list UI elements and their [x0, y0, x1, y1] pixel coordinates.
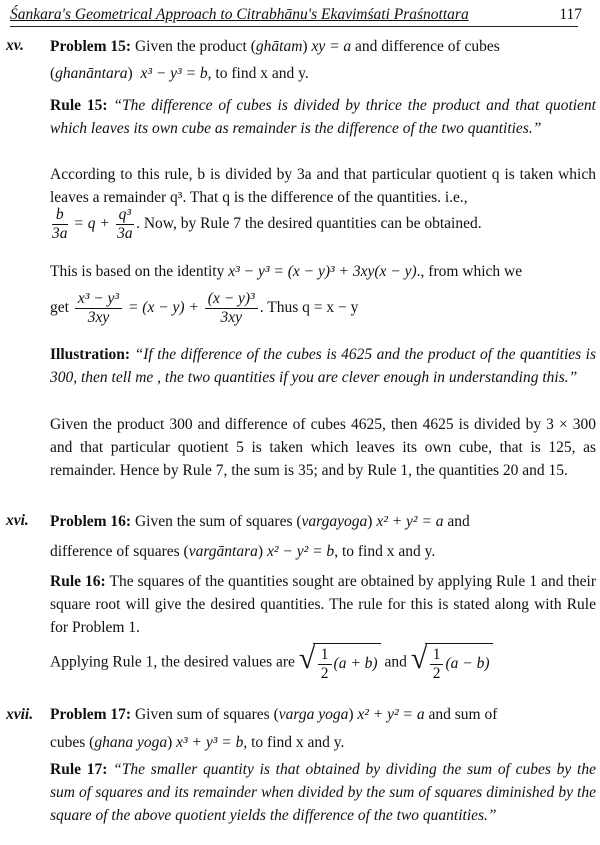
frac-num: 1	[318, 646, 332, 665]
rule-17-label: Rule 17:	[50, 761, 108, 778]
problem-15-text-1: Given the product (	[134, 38, 256, 55]
problem-17-text-6: , to find x and y.	[243, 734, 345, 751]
fraction-line-text: . Now, by Rule 7 the desired quantities can be obtained.	[136, 215, 482, 233]
rule-17	[50, 758, 596, 827]
problem-16-term-vargantara: vargāntara	[188, 543, 258, 560]
problem-17-equation-1: x² + y² = a	[357, 706, 425, 723]
problem-15-label: Problem 15:	[50, 38, 132, 55]
problem-16-text-3: and	[447, 513, 470, 530]
illustration-text: “If the difference of the cubes is 4625 and the product of the quantities is 300, then tell me , the two quantities if you are clever enough in understanding this.”	[50, 346, 597, 386]
frac-den: 3xy	[220, 309, 243, 326]
problem-17-text-1: Given sum of squares (	[134, 706, 279, 723]
rule-16-label: Rule 16:	[50, 573, 106, 590]
frac-num: 1	[430, 646, 444, 665]
identity-post: ., from which we	[416, 263, 523, 280]
derivation-line	[50, 290, 596, 327]
problem-15-text-2: )	[302, 38, 312, 55]
problem-16-equation-2: x² − y² = b	[266, 543, 335, 560]
problem-16-text-4: difference of squares (	[50, 543, 189, 560]
rule-15-label: Rule 15:	[50, 97, 108, 114]
a-minus-b: (a − b)	[445, 655, 490, 673]
problem-16-label: Problem 16:	[50, 513, 132, 530]
problem-17-statement-line2	[50, 731, 596, 754]
illustration-15-solution	[50, 413, 596, 482]
header-divider	[10, 26, 578, 27]
sqrt-half-a-minus-b	[411, 643, 493, 683]
rule-15	[50, 94, 596, 140]
identity-equation: x³ − y³ = (x − y)³ + 3xy(x − y)	[228, 263, 417, 280]
problem-15-equation-1: xy = a	[311, 38, 352, 55]
problem-17-text-3: and sum of	[428, 706, 498, 723]
problem-16-number: xvi.	[6, 512, 29, 529]
frac-num: q³	[116, 206, 134, 225]
thus-text: . Thus q = x − y	[259, 299, 359, 317]
fraction-q3-over-3a	[116, 206, 134, 243]
q-plus: = q +	[73, 215, 110, 233]
problem-17-text-4: cubes (	[50, 734, 95, 751]
get-word: get	[50, 299, 69, 317]
frac-den: 3xy	[87, 309, 110, 326]
sqrt-body	[313, 643, 381, 683]
problem-16-text-5: )	[257, 543, 264, 560]
problem-17-term-varga-yoga: varga yoga	[278, 706, 349, 723]
radical-sign: √	[410, 642, 428, 675]
rule-15-text: “The difference of cubes is divided by thrice the product and that quotient which leaves its own cube as remainder is the difference of the two quantities.”	[50, 97, 596, 137]
identity-pre: This is based on the identity	[50, 263, 225, 280]
rule-15-explanation	[50, 163, 596, 209]
illustration-15	[50, 343, 596, 389]
problem-17-equation-2: x³ + y³ = b	[176, 734, 244, 751]
fraction-lhs	[75, 290, 122, 327]
header-title: Śankara's Geometrical Approach to Citrabhānu's Ekavimśati Praśnottara	[10, 6, 469, 23]
problem-15-statement-line2: (ghanāntara) x³ − y³ = b, to find x and y.	[50, 65, 309, 82]
and-word: and	[384, 653, 407, 671]
problem-16-text-1: Given the sum of squares (	[134, 513, 302, 530]
problem-15-term-ghatam: ghātam	[255, 38, 303, 55]
sqrt-body	[425, 643, 493, 683]
problem-16-term-vargayoga: vargayoga	[301, 513, 368, 530]
rule-15-explanation-text: According to this rule, b is divided by 3a and that particular quotient q is taken which leaves a remainder q³. That q is the difference of the quantities. i.e.,	[50, 166, 596, 206]
problem-15-text-3: and difference of cubes	[355, 38, 500, 55]
problem-17-text-5: )	[167, 734, 173, 751]
identity-line	[50, 260, 596, 283]
rule-17-text: “The smaller quantity is that obtained by dividing the sum of cubes by the sum of squares and its remainder when divided by the sum of squares diminished by the square of the above quotient yields the difference of the two quantities.”	[50, 761, 596, 824]
frac-den: 2	[320, 665, 329, 682]
problem-16-equation-1: x² + y² = a	[376, 513, 444, 530]
eq-xy: = (x − y) +	[127, 299, 199, 317]
problem-15-term-ghanantara: ghanāntara	[55, 65, 128, 82]
problem-15-number: xv.	[6, 37, 24, 54]
problem-17-statement	[50, 703, 596, 726]
illustration-solution-text: Given the product 300 and difference of cubes 4625, then 4625 is divided by 3 × 300 and that particular quotient 5 is taken which leaves its own cube, that is 125, as remainder. Hence by Rule 7, the sum is 35; and by Rule 1, the quantities 20 and 15.	[50, 416, 596, 479]
fraction-b-over-3a	[52, 206, 68, 243]
problem-17-text-2: )	[348, 706, 354, 723]
fraction-half	[318, 646, 332, 683]
problem-16-text-6: , to find x and y.	[334, 543, 436, 560]
fraction-rhs	[205, 290, 258, 327]
radical-sign: √	[298, 642, 316, 675]
illustration-label: Illustration:	[50, 346, 131, 363]
frac-den: 3a	[52, 225, 68, 242]
rule-16-text: The squares of the quantities sought are obtained by applying Rule 1 and their square root will give the desired quantities. The rule for this is stated along with Rule for Problem 1.	[50, 573, 596, 636]
fraction-half	[430, 646, 444, 683]
problem-15-equation-2: x³ − y³ = b	[140, 65, 208, 82]
frac-num: x³ − y³	[75, 290, 122, 309]
problem-16-statement	[50, 510, 596, 533]
a-plus-b: (a + b)	[333, 655, 378, 673]
frac-num: (x − y)³	[205, 290, 258, 309]
apply-text: Applying Rule 1, the desired values are	[50, 653, 295, 671]
frac-num: b	[52, 206, 68, 225]
page-number: 117	[559, 6, 582, 23]
rule-16	[50, 570, 596, 639]
problem-16-text-2: )	[367, 513, 373, 530]
fraction-line	[50, 206, 596, 243]
frac-den: 2	[432, 665, 441, 682]
rule-16-application	[50, 643, 596, 683]
problem-16-statement-line2	[50, 540, 596, 563]
problem-17-number: xvii.	[6, 706, 34, 723]
frac-den: 3a	[117, 225, 133, 242]
problem-17-label: Problem 17:	[50, 706, 132, 723]
problem-15-text-4: , to find x and y.	[207, 65, 309, 82]
problem-15-statement	[50, 35, 596, 58]
sqrt-half-a-plus-b	[299, 643, 381, 683]
problem-17-term-ghana-yoga: ghana yoga	[94, 734, 168, 751]
